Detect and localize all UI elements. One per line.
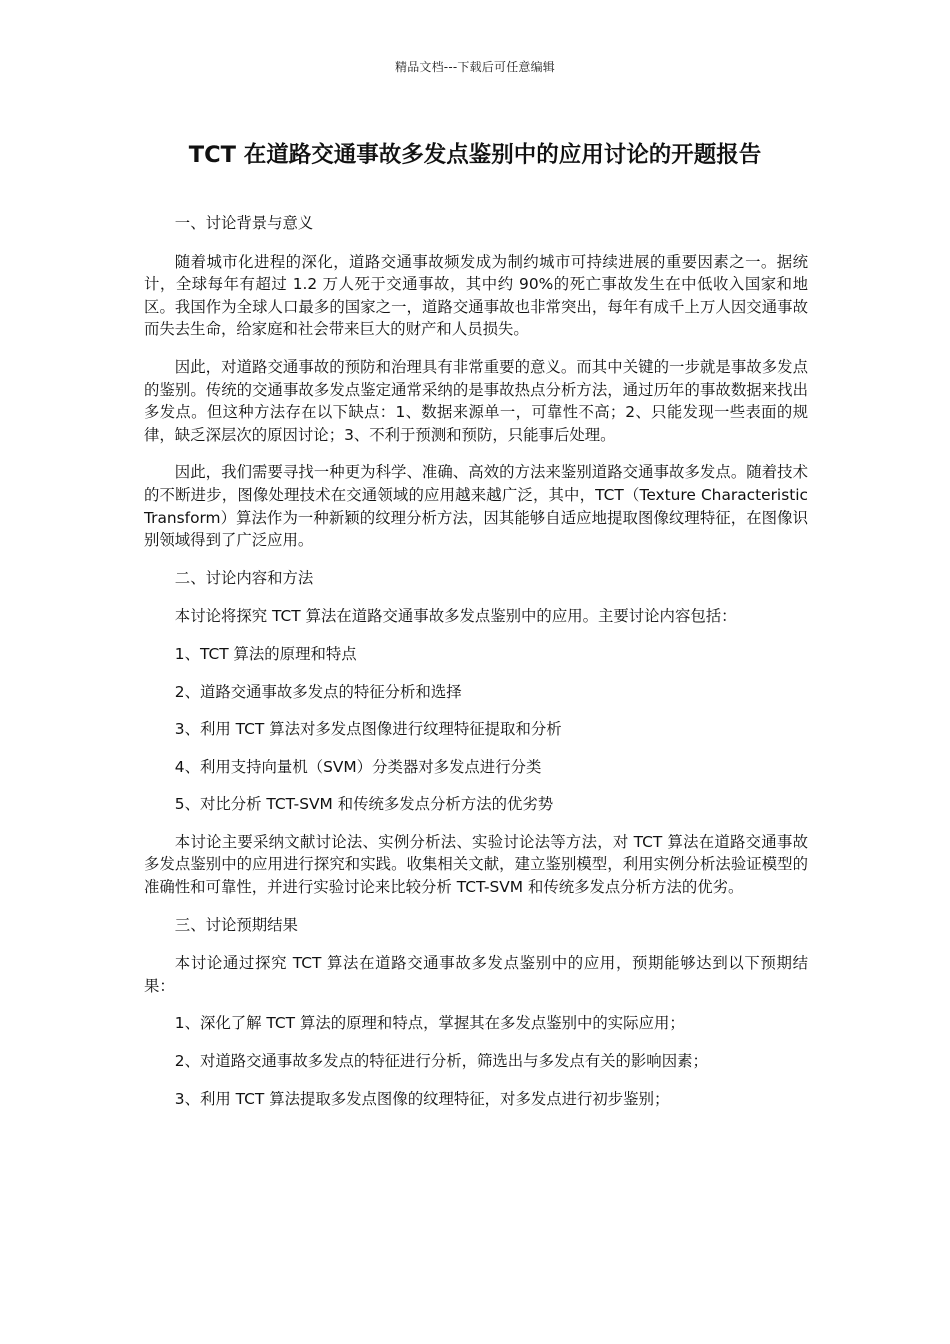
list-item: 1、深化了解 TCT 算法的原理和特点，掌握其在多发点鉴别中的实际应用；: [174, 1014, 685, 1033]
header-note: 精品文档---下载后可任意编辑: [395, 60, 555, 74]
paragraph: 本讨论通过探究 TCT 算法在道路交通事故多发点鉴别中的应用，预期能够达到以下预期结果：: [144, 954, 808, 995]
list-item: 2、道路交通事故多发点的特征分析和选择: [174, 682, 462, 701]
list-item: 3、利用 TCT 算法提取多发点图像的纹理特征，对多发点进行初步鉴别；: [174, 1089, 670, 1108]
list-item: 5、对比分析 TCT-SVM 和传统多发点分析方法的优劣势: [174, 795, 554, 814]
paragraph: 随着城市化进程的深化，道路交通事故频发成为制约城市可持续进展的重要因素之一。据统计，全球每年有超过 1.2 万人死于交通事故，其中约 90%的死亡事故发生在中低收入国家和地区。我国作为全球人口最多的国家之一，道路交通事故也非常突出，每年有成千上万人因交通事故而失去生命，给家庭和社会带来巨大的财产和人员损失。: [144, 252, 808, 339]
list-item: 4、利用支持向量机（SVM）分类器对多发点进行分类: [174, 757, 542, 776]
paragraph: 本讨论将探究 TCT 算法在道路交通事故多发点鉴别中的应用。主要讨论内容包括：: [174, 607, 737, 626]
paragraph: 本讨论主要采纳文献讨论法、实例分析法、实验讨论法等方法，对 TCT 算法在道路交通事故多发点鉴别中的应用进行探究和实践。收集相关文献，建立鉴别模型，利用实例分析法验证模型的准确性和可靠性，并进行实验讨论来比较分析 TCT-SVM 和传统多发点分析方法的优劣。: [144, 832, 808, 897]
document-title: TCT 在道路交通事故多发点鉴别中的应用讨论的开题报告: [188, 142, 762, 168]
paragraph: 因此，对道路交通事故的预防和治理具有非常重要的意义。而其中关键的一步就是事故多发点的鉴别。传统的交通事故多发点鉴定通常采纳的是事故热点分析方法，通过历年的事故数据来找出多发点。但这种方法存在以下缺点：1、数据来源单一，可靠性不高；2、只能发现一些表面的规律，缺乏深层次的原因讨论；3、不利于预测和预防，只能事后处理。: [144, 357, 808, 444]
section-heading: 三、讨论预期结果: [174, 915, 298, 934]
list-item: 1、TCT 算法的原理和特点: [174, 644, 357, 663]
section-heading: 二、讨论内容和方法: [174, 568, 314, 587]
document-body: [144, 212, 808, 1125]
paragraph: 因此，我们需要寻找一种更为科学、准确、高效的方法来鉴别道路交通事故多发点。随着技术的不断进步，图像处理技术在交通领域的应用越来越广泛，其中，TCT（Texture Characteristic Transform）算法作为一种新颖的纹理分析方法，因其能够自适应地提取图像纹理特征，在图像识别领域得到了广泛应用。: [144, 463, 808, 550]
list-item: 3、利用 TCT 算法对多发点图像进行纹理特征提取和分析: [174, 720, 562, 739]
section-heading: 一、讨论背景与意义: [174, 214, 314, 232]
list-item: 2、对道路交通事故多发点的特征进行分析，筛选出与多发点有关的影响因素；: [174, 1052, 708, 1071]
